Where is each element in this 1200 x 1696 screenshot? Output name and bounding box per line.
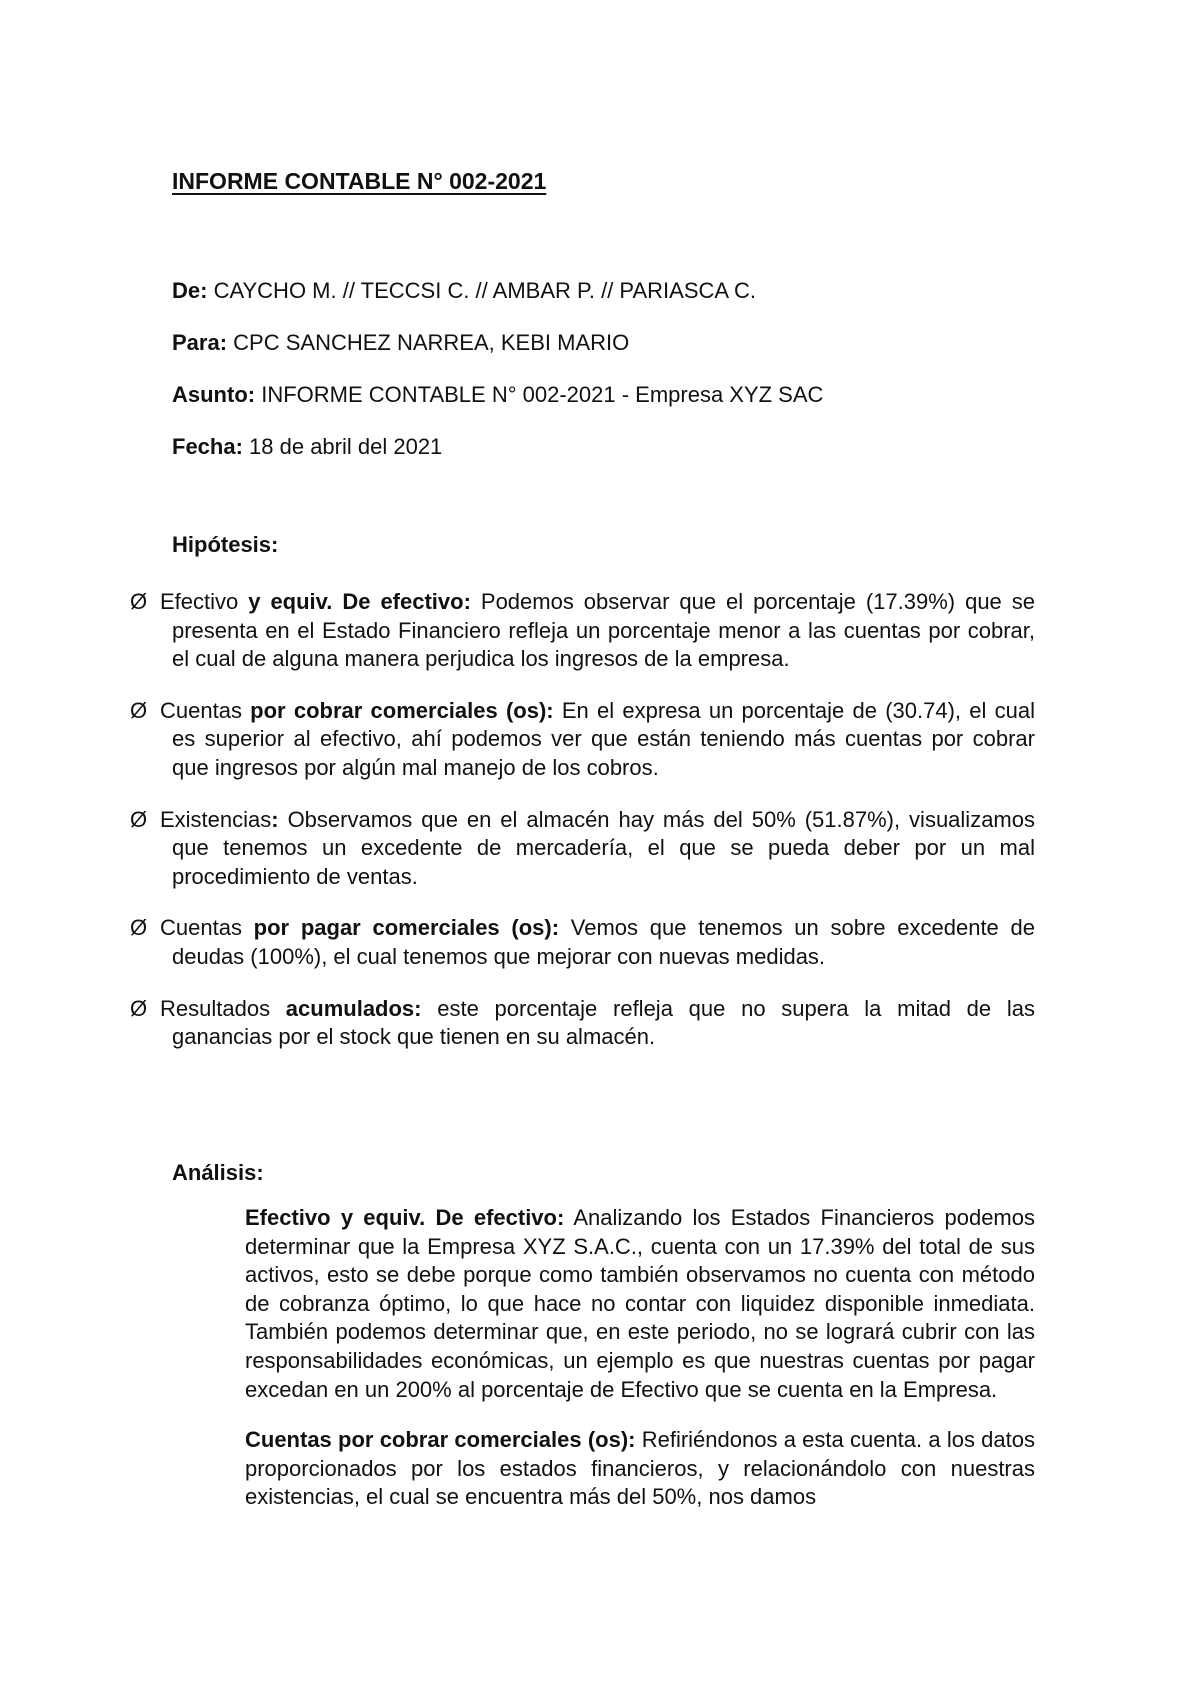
item-text: este porcentaje refleja que no supera la mitad de las ganancias por el stock que tienen en su almacén. xyxy=(172,995,1035,1050)
hypothesis-list xyxy=(130,588,1035,1075)
item-lead: Existencias xyxy=(160,806,272,832)
item-term: : xyxy=(271,806,279,832)
item-text: En el expresa un porcentaje de (30.74), el cual es superior al efectivo, ahí podemos ver que están teniendo más cuentas por cobrar que ingresos por algún mal manejo de los cobros. xyxy=(172,697,1035,780)
item-term: y equiv. De efectivo: xyxy=(248,589,471,614)
item-text: Vemos que tenemos un sobre excedente de deudas (100%), el cual tenemos que mejorar con nuevas medidas. xyxy=(172,915,1035,969)
analysis-heading: Análisis: xyxy=(172,1160,264,1185)
meta-from-label: De: xyxy=(172,278,208,303)
bullet-symbol: Ø xyxy=(130,995,148,1021)
list-item xyxy=(130,914,1035,971)
paragraph-term: Cuentas por cobrar comerciales (os): xyxy=(245,1427,636,1453)
paragraph-term: Efectivo y equiv. De efectivo: xyxy=(245,1205,565,1230)
list-item xyxy=(130,995,1035,1052)
hypothesis-heading: Hipótesis: xyxy=(172,532,279,557)
analysis-paragraph xyxy=(245,1426,1035,1512)
item-term: acumulados: xyxy=(285,995,422,1021)
item-lead: Efectivo xyxy=(160,589,249,614)
meta-from xyxy=(172,276,823,328)
item-lead: Cuentas xyxy=(160,915,254,941)
item-lead: Cuentas xyxy=(160,697,251,723)
paragraph-text: Refiriéndonos a esta cuenta. a los datos proporcionados por los estados financieros, y relacionándolo con nuestras existencias, el cual se encuentra más del 50%, nos damos xyxy=(245,1427,1035,1510)
analysis-body xyxy=(245,1204,1035,1534)
meta-date-label: Fecha: xyxy=(172,434,243,459)
meta-subject-value: INFORME CONTABLE N° 002-2021 - Empresa XYZ SAC xyxy=(255,382,824,407)
list-item xyxy=(130,697,1035,783)
list-item xyxy=(130,806,1035,892)
analysis-paragraph xyxy=(245,1204,1035,1404)
meta-from-value: CAYCHO M. // TECCSI C. // AMBAR P. // PARIASCA C. xyxy=(207,278,756,303)
meta-subject xyxy=(172,380,823,432)
paragraph-text: Analizando los Estados Financieros podemos determinar que la Empresa XYZ S.A.C., cuenta con un 17.39% del total de sus activos, esto se debe porque como también observamos no cuenta con método de cobranza óptimo, lo que hace no contar con liquidez disponible inmediata. También podemos determinar que, en este periodo, no se logrará cubrir con las responsabilidades económicas, un ejemplo es que nuestras cuentas por pagar excedan en un 200% al porcentaje de Efectivo que se cuenta en la Empresa. xyxy=(245,1205,1035,1402)
bullet-symbol: Ø xyxy=(130,806,148,832)
item-term: por cobrar comerciales (os): xyxy=(250,697,554,723)
meta-date xyxy=(172,432,823,484)
meta-to-value: CPC SANCHEZ NARREA, KEBI MARIO xyxy=(227,330,630,355)
memo-header xyxy=(172,276,823,484)
item-lead: Resultados xyxy=(160,995,286,1021)
list-item xyxy=(130,588,1035,674)
meta-subject-label: Asunto: xyxy=(172,382,256,407)
meta-date-value: 18 de abril del 2021 xyxy=(242,434,443,459)
bullet-symbol: Ø xyxy=(130,915,148,941)
item-term: por pagar comerciales (os): xyxy=(253,915,560,941)
meta-to xyxy=(172,328,823,380)
meta-to-label: Para: xyxy=(172,330,228,355)
bullet-symbol: Ø xyxy=(130,697,148,723)
item-text: Observamos que en el almacén hay más del 50% (51.87%), visualizamos que tenemos un excedente de mercadería, el que se pueda deber por un mal procedimiento de ventas. xyxy=(172,806,1035,889)
document-title: INFORME CONTABLE N° 002-2021 xyxy=(172,168,547,194)
item-text: Podemos observar que el porcentaje (17.39%) que se presenta en el Estado Financiero refleja un porcentaje menor a las cuentas por cobrar, el cual de alguna manera perjudica los ingresos de la empresa. xyxy=(172,589,1035,672)
bullet-symbol: Ø xyxy=(130,589,148,614)
